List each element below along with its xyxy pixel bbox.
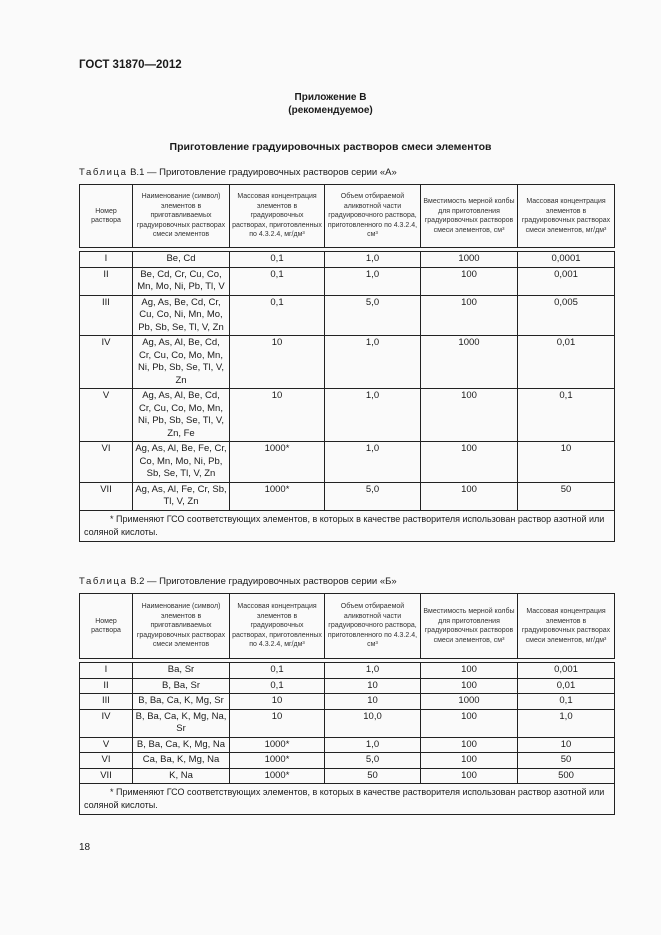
cell-result: 0,01	[518, 678, 615, 694]
cell-num: V	[80, 389, 133, 442]
table-1	[79, 184, 615, 542]
section-title: Приготовление градуировочных растворов смеси элементов	[169, 141, 492, 153]
cell-elements: K, Na	[133, 768, 230, 784]
cell-flask: 100	[421, 389, 518, 442]
table-2-col-header: Вместимость мерной колбы для приготовления градуировочных растворов смеси элементов, см³	[421, 594, 518, 659]
cell-aliquot: 10	[325, 678, 421, 694]
cell-conc: 0,1	[230, 252, 325, 268]
cell-result: 0,005	[518, 295, 615, 336]
document-code: ГОСТ 31870—2012	[79, 59, 182, 71]
cell-flask: 100	[421, 442, 518, 483]
cell-elements: B, Ba, Ca, K, Mg, Na	[133, 737, 230, 753]
table-row	[80, 768, 615, 784]
table-2-caption	[79, 576, 397, 587]
cell-result: 50	[518, 753, 615, 769]
cell-flask: 100	[421, 663, 518, 679]
table-1-col-header: Объем отбираемой аликвотной части градуировочного раствора, приготовленного по 4.3.2.4, см³	[325, 185, 421, 248]
table-1-col-header: Вместимость мерной колбы для приготовления градуировочных растворов смеси элементов, см³	[421, 185, 518, 248]
table-row	[80, 252, 615, 268]
cell-conc: 0,1	[230, 295, 325, 336]
table-2-col-header: Номер раствора	[80, 594, 133, 659]
cell-flask: 100	[421, 678, 518, 694]
cell-conc: 1000*	[230, 768, 325, 784]
cell-num: VI	[80, 442, 133, 483]
cell-elements: Ba, Sr	[133, 663, 230, 679]
appendix-status: (рекомендуемое)	[288, 105, 373, 116]
table-2-col-header: Наименование (символ) элементов в приготавливаемых градуировочных растворах смеси элементов	[133, 594, 230, 659]
table-1-caption-prefix: Таблица	[79, 167, 128, 178]
cell-aliquot: 1,0	[325, 252, 421, 268]
cell-num: IV	[80, 336, 133, 389]
cell-elements: Be, Cd, Cr, Cu, Co, Mn, Mo, Ni, Pb, Tl, V	[133, 267, 230, 295]
cell-elements: B, Ba, Ca, K, Mg, Na, Sr	[133, 709, 230, 737]
table-1-col-header: Массовая концентрация элементов в градуировочных растворах смеси элементов, мг/дм³	[518, 185, 615, 248]
table-1-col-header: Номер раствора	[80, 185, 133, 248]
cell-num: III	[80, 295, 133, 336]
cell-aliquot: 10	[325, 694, 421, 710]
cell-flask: 1000	[421, 694, 518, 710]
cell-elements: Ag, As, Be, Cd, Cr, Cu, Co, Ni, Mn, Mo, Pb, Sb, Se, Tl, V, Zn	[133, 295, 230, 336]
cell-num: IV	[80, 709, 133, 737]
cell-aliquot: 5,0	[325, 295, 421, 336]
cell-conc: 0,1	[230, 663, 325, 679]
cell-aliquot: 1,0	[325, 389, 421, 442]
table-2-caption-prefix: Таблица	[79, 576, 128, 587]
table-row	[80, 482, 615, 510]
cell-result: 0,1	[518, 389, 615, 442]
cell-num: V	[80, 737, 133, 753]
cell-conc: 10	[230, 389, 325, 442]
cell-elements: B, Ba, Sr	[133, 678, 230, 694]
cell-result: 10	[518, 737, 615, 753]
cell-result: 0,001	[518, 663, 615, 679]
cell-flask: 100	[421, 737, 518, 753]
cell-num: III	[80, 694, 133, 710]
cell-conc: 1000*	[230, 442, 325, 483]
page-number: 18	[79, 842, 91, 853]
cell-num: VII	[80, 482, 133, 510]
cell-elements: Ag, As, Al, Be, Cd, Cr, Cu, Co, Mo, Mn, Ni, Pb, Sb, Se, Tl, V, Zn	[133, 336, 230, 389]
cell-elements: Ca, Ba, K, Mg, Na	[133, 753, 230, 769]
cell-aliquot: 1,0	[325, 336, 421, 389]
cell-flask: 100	[421, 267, 518, 295]
table-1-header-row	[80, 185, 615, 248]
table-1-col-header: Наименование (символ) элементов в приготавливаемых градуировочных растворах смеси элементов	[133, 185, 230, 248]
cell-num: VI	[80, 753, 133, 769]
cell-result: 1,0	[518, 709, 615, 737]
cell-conc: 1000*	[230, 753, 325, 769]
cell-result: 50	[518, 482, 615, 510]
table-2-col-header: Массовая концентрация элементов в градуировочных растворах, приготовленных по 4.3.2.4, мг/дм³	[230, 594, 325, 659]
cell-num: I	[80, 252, 133, 268]
cell-aliquot: 5,0	[325, 753, 421, 769]
cell-result: 0,01	[518, 336, 615, 389]
cell-conc: 1000*	[230, 737, 325, 753]
cell-flask: 1000	[421, 336, 518, 389]
table-row	[80, 678, 615, 694]
table-row	[80, 442, 615, 483]
table-1-footnote: * Применяют ГСО соответствующих элементов, в которых в качестве растворителя использован раствор азотной или соляной кислоты.	[80, 510, 615, 541]
table-row	[80, 267, 615, 295]
cell-aliquot: 5,0	[325, 482, 421, 510]
table-row	[80, 737, 615, 753]
table-2-footnote-row	[80, 784, 615, 815]
cell-aliquot: 1,0	[325, 737, 421, 753]
cell-result: 0,1	[518, 694, 615, 710]
cell-flask: 100	[421, 295, 518, 336]
cell-conc: 1000*	[230, 482, 325, 510]
table-2-caption-text: В.2 — Приготовление градуировочных растворов серии «Б»	[130, 576, 397, 587]
cell-flask: 100	[421, 768, 518, 784]
table-1-footnote-row	[80, 510, 615, 541]
cell-num: VII	[80, 768, 133, 784]
table-2-header-row	[80, 594, 615, 659]
appendix-title: Приложение В	[294, 92, 367, 103]
table-row	[80, 709, 615, 737]
table-row	[80, 753, 615, 769]
table-1-caption-text: В.1 — Приготовление градуировочных растворов серии «А»	[130, 167, 397, 178]
cell-conc: 10	[230, 694, 325, 710]
table-row	[80, 336, 615, 389]
cell-aliquot: 10,0	[325, 709, 421, 737]
table-1-col-header: Массовая концентрация элементов в градуировочных растворах, приготовленных по 4.3.2.4, мг/дм³	[230, 185, 325, 248]
cell-num: II	[80, 267, 133, 295]
cell-conc: 0,1	[230, 267, 325, 295]
cell-conc: 10	[230, 336, 325, 389]
cell-elements: Be, Cd	[133, 252, 230, 268]
cell-flask: 100	[421, 753, 518, 769]
cell-elements: Ag, As, Al, Fe, Cr, Sb, Tl, V, Zn	[133, 482, 230, 510]
cell-flask: 100	[421, 709, 518, 737]
table-row	[80, 295, 615, 336]
cell-elements: Ag, As, Al, Be, Cd, Cr, Cu, Co, Mo, Mn, Ni, Pb, Sb, Se, Tl, V, Zn, Fe	[133, 389, 230, 442]
cell-num: II	[80, 678, 133, 694]
table-2	[79, 593, 615, 815]
cell-aliquot: 1,0	[325, 663, 421, 679]
cell-num: I	[80, 663, 133, 679]
cell-result: 500	[518, 768, 615, 784]
cell-result: 10	[518, 442, 615, 483]
cell-conc: 0,1	[230, 678, 325, 694]
cell-elements: B, Ba, Ca, K, Mg, Sr	[133, 694, 230, 710]
table-row	[80, 663, 615, 679]
table-row	[80, 389, 615, 442]
cell-aliquot: 1,0	[325, 442, 421, 483]
table-2-footnote: * Применяют ГСО соответствующих элементов, в которых в качестве растворителя использован раствор азотной или соляной кислоты.	[80, 784, 615, 815]
table-row	[80, 694, 615, 710]
cell-conc: 10	[230, 709, 325, 737]
table-2-col-header: Массовая концентрация элементов в градуировочных растворах смеси элементов, мг/дм³	[518, 594, 615, 659]
cell-aliquot: 1,0	[325, 267, 421, 295]
cell-elements: Ag, As, Al, Be, Fe, Cr, Co, Mn, Mo, Ni, Pb, Sb, Se, Tl, V, Zn	[133, 442, 230, 483]
cell-flask: 100	[421, 482, 518, 510]
cell-flask: 1000	[421, 252, 518, 268]
cell-result: 0,0001	[518, 252, 615, 268]
cell-result: 0,001	[518, 267, 615, 295]
table-2-col-header: Объем отбираемой аликвотной части градуировочного раствора, приготовленного по 4.3.2.4, см³	[325, 594, 421, 659]
cell-aliquot: 50	[325, 768, 421, 784]
table-1-caption	[79, 167, 397, 178]
